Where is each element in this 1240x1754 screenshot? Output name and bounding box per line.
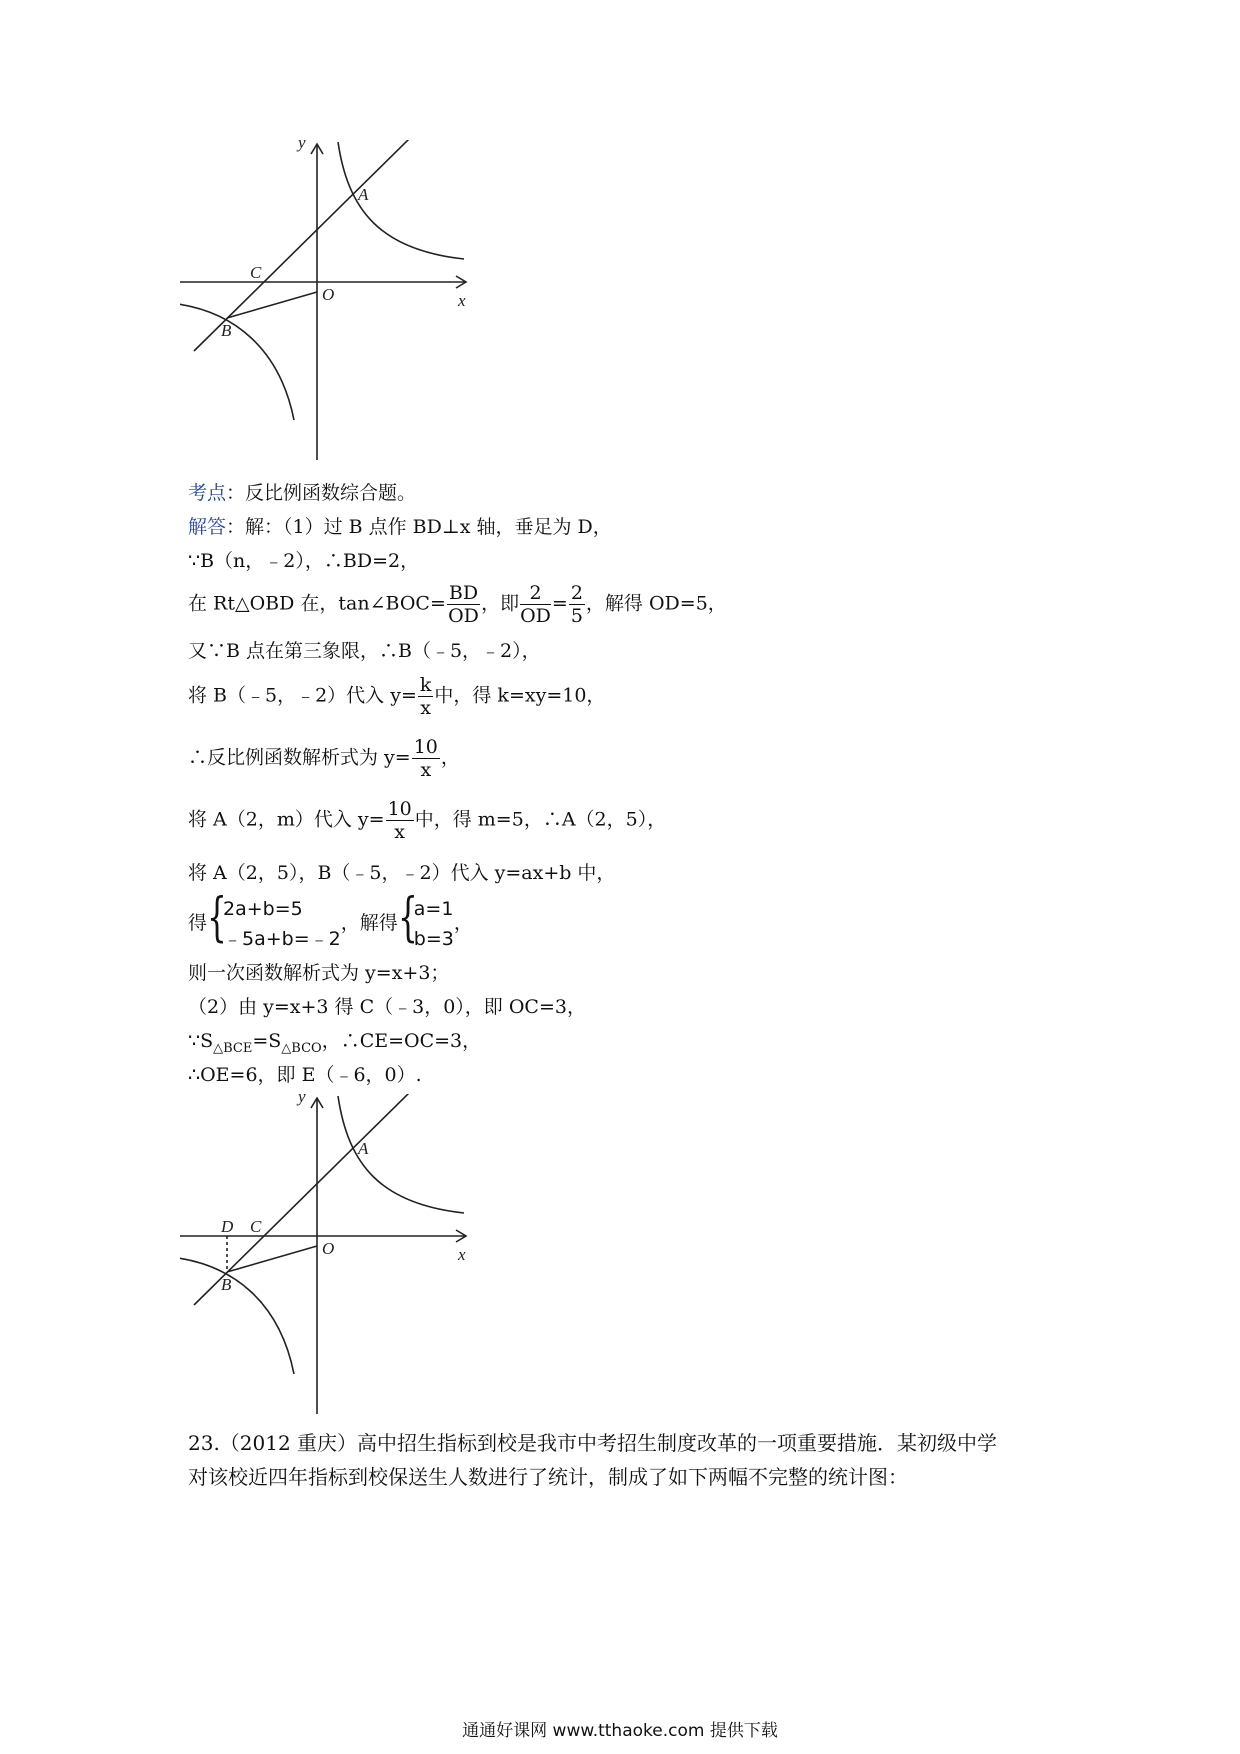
fraction-bd-od: $\frac{BD}{OD}$ — [448, 582, 479, 627]
solution-line-12: $\because S_{\triangle BCE}=S_{\triangle BCO}$，∴CE=OC=3， — [188, 1030, 482, 1056]
y-axis-label: y — [298, 1094, 306, 1106]
solution-line-13: ∴OE=6，即 E（﹣6，0）. — [188, 1064, 422, 1086]
fraction-2-od: $\frac{2}{OD}$ — [520, 582, 551, 627]
solution-line-10: 则一次函数解析式为 y=x+3； — [188, 962, 450, 984]
kaodian-label: 考点 — [188, 482, 227, 504]
jieda-line — [188, 516, 612, 538]
jieda-label: 解答 — [188, 516, 227, 538]
x-axis-label: x — [458, 1245, 466, 1264]
solution-line-3: 在 Rt△OBD 在，tan∠BOC= $\frac{BD}{OD}$ ，即 $\frac{2}{OD}$ = $\frac{2}{5}$ ，解得 OD=5， — [188, 582, 727, 627]
question-23-line-2: 对该校近四年指标到校保送生人数进行了统计，制成了如下两幅不完整的统计图： — [188, 1465, 908, 1489]
solution-line-2: ∵B（n，﹣2），∴BD=2， — [188, 550, 420, 572]
hyperbola-line-figure-1 — [180, 140, 540, 460]
equation-system-2: { a=1 b=3 — [397, 888, 454, 950]
fraction-k-x: $\frac{k}{x}$ — [419, 674, 432, 719]
point-a-label: A — [358, 1139, 369, 1158]
fraction-10-x-b: $\frac{10}{x}$ — [387, 798, 412, 843]
kaodian-text: ：反比例函数综合题。 — [226, 482, 417, 504]
solution-line-1: ：解：（1）过 B 点作 BD⊥x 轴，垂足为 D， — [226, 516, 612, 538]
point-b-label: B — [221, 321, 232, 340]
solution-line-4: 又∵B 点在第三象限，∴B（﹣5，﹣2）， — [188, 640, 541, 662]
fraction-2-5: $\frac{2}{5}$ — [570, 582, 583, 627]
solution-line-9: 得 { 2a+b=5 ﹣5a+b=﹣2 ，解得 { a=1 b=3 ， — [188, 894, 473, 954]
solution-line-8: 将 A（2，5），B（﹣5，﹣2）代入 y=ax+b 中， — [188, 862, 616, 884]
point-b-label: B — [221, 1275, 232, 1294]
point-c-label: C — [250, 263, 262, 282]
solution-line-11: （2）由 y=x+3 得 C（﹣3，0），即 OC=3， — [188, 996, 586, 1018]
origin-label: O — [322, 1239, 335, 1258]
fraction-10-x-a: $\frac{10}{x}$ — [413, 736, 438, 781]
solution-line-5: 将 B（﹣5，﹣2）代入 y= $\frac{k}{x}$ 中，得 k=xy=10， — [188, 674, 606, 719]
question-23-line-1: 23.（2012 重庆）高中招生指标到校是我市中考招生制度改革的一项重要措施．某初级中学 — [188, 1431, 998, 1455]
solution-line-6: ∴反比例函数解析式为 y= $\frac{10}{x}$ ， — [188, 736, 460, 781]
solution-line-7: 将 A（2，m）代入 y= $\frac{10}{x}$ 中，得 m=5，∴A（2，5）， — [188, 798, 667, 843]
kaodian-line — [188, 482, 416, 504]
y-axis-label: y — [298, 140, 306, 152]
origin-label: O — [322, 285, 335, 304]
point-c-label: C — [250, 1217, 262, 1236]
equation-system-1: { 2a+b=5 ﹣5a+b=﹣2 — [207, 888, 341, 950]
page-footer: 通通好课网 www.tthaoke.com 提供下载 — [462, 1721, 778, 1741]
point-d-label: D — [221, 1217, 234, 1236]
hyperbola-line-figure-2 — [180, 1094, 540, 1414]
x-axis-label: x — [458, 291, 466, 310]
point-a-label: A — [358, 185, 369, 204]
